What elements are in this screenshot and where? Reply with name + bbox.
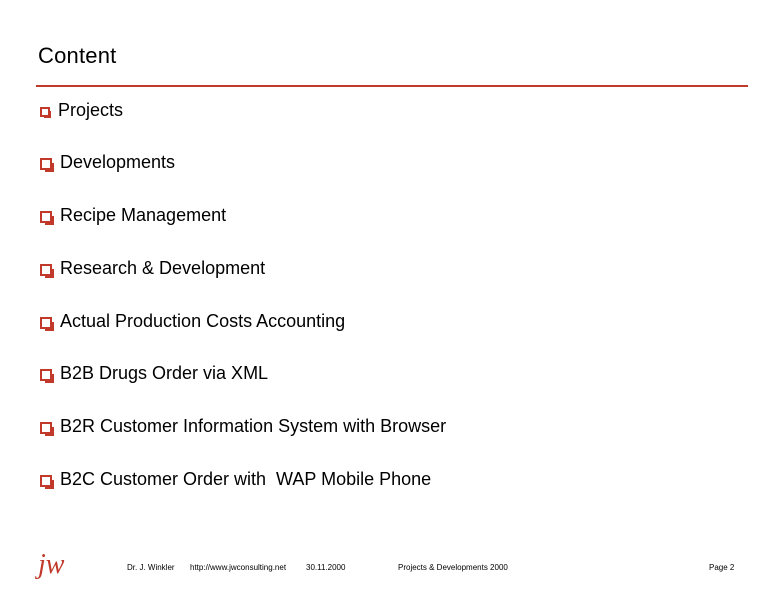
list-item	[40, 205, 226, 226]
footer-url: http://www.jwconsulting.net	[190, 563, 287, 572]
list-item-label: Research & Development	[60, 258, 266, 278]
checkbox-bullet-icon	[40, 107, 50, 117]
checkbox-bullet-icon	[40, 369, 52, 381]
list-item	[40, 100, 123, 121]
title-rule	[36, 85, 748, 87]
list-item-label: B2R Customer Information System with Browser	[60, 416, 447, 436]
list-item-label: Developments	[60, 152, 176, 172]
list-item	[40, 152, 175, 173]
footer-page: Page 2	[709, 563, 735, 572]
footer-date: 30.11.2000	[306, 563, 346, 572]
list-item	[40, 469, 431, 490]
list-item-label: B2B Drugs Order via XML	[60, 363, 269, 383]
checkbox-bullet-icon	[40, 317, 52, 329]
list-item	[40, 258, 265, 279]
list-item-label: Projects	[58, 100, 124, 120]
footer-author: Dr. J. Winkler	[127, 563, 175, 572]
jw-logo: jw	[38, 549, 65, 580]
list-item-label: Actual Production Costs Accounting	[60, 311, 346, 331]
list-item	[40, 416, 446, 437]
list-item	[40, 363, 268, 384]
list-item	[40, 311, 345, 332]
checkbox-bullet-icon	[40, 422, 52, 434]
checkbox-bullet-icon	[40, 475, 52, 487]
slide-title: Content	[38, 43, 117, 68]
checkbox-bullet-icon	[40, 158, 52, 170]
list-item-label: B2C Customer Order with WAP Mobile Phone	[60, 469, 432, 489]
footer-document: Projects & Developments 2000	[398, 563, 508, 572]
checkbox-bullet-icon	[40, 211, 52, 223]
list-item-label: Recipe Management	[60, 205, 227, 225]
checkbox-bullet-icon	[40, 264, 52, 276]
